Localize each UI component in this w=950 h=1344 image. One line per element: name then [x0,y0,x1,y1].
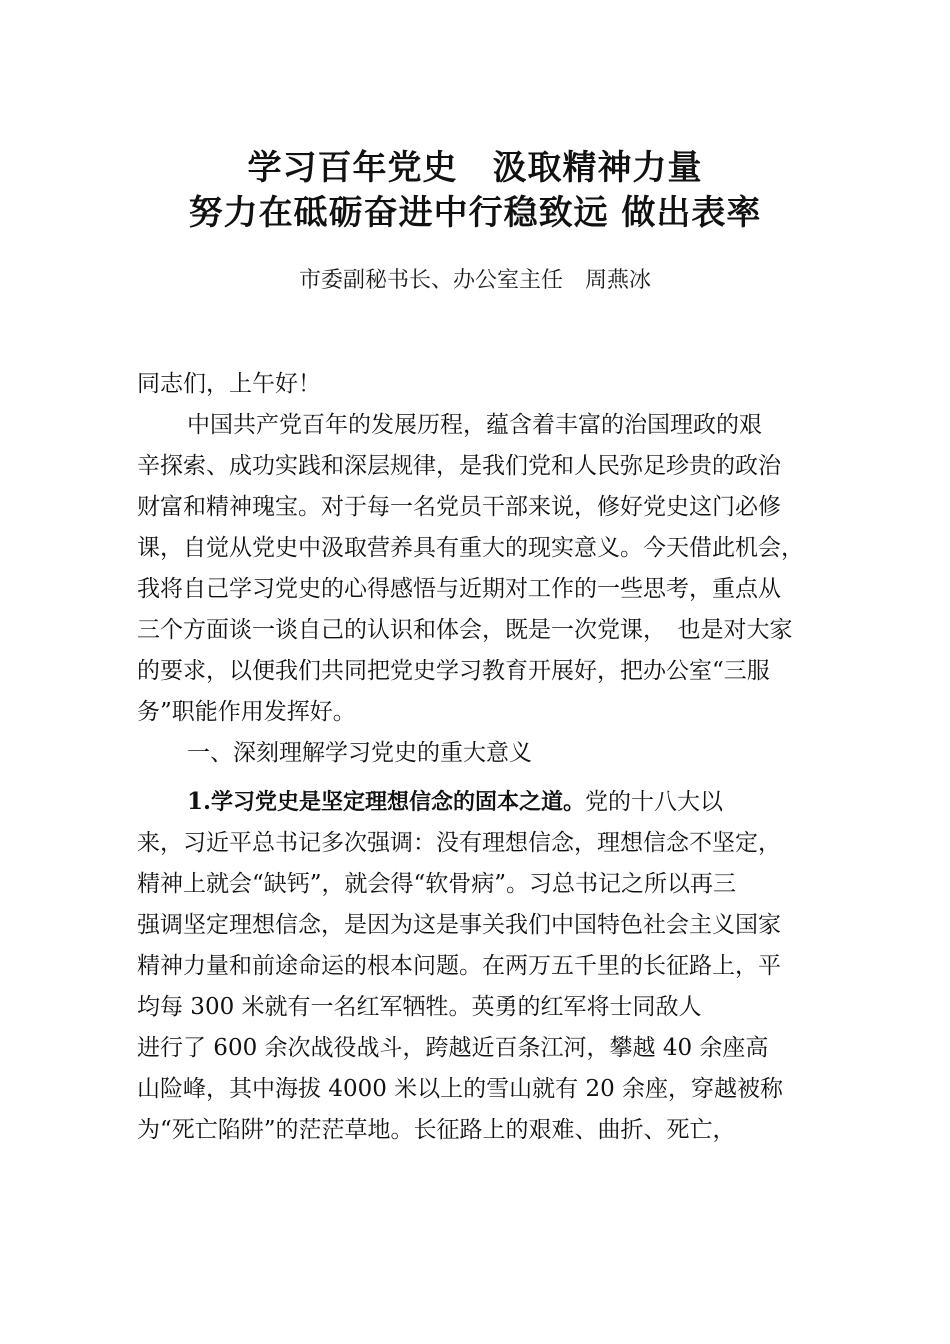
paragraph-line: 精神上就会“缺钙”，就会得“软骨病”。习总书记之所以再三 [137,871,737,897]
section-heading: 一、深刻理解学习党史的重大意义 [187,740,532,766]
paragraph-line: 辛探索、成功实践和深层规律，是我们党和人民弥足珍贵的政治 [137,453,781,479]
document-title-line-1: 学习百年党史 汲取精神力量 [247,148,703,188]
paragraph-line: 精神力量和前途命运的根本问题。在两万五千里的长征路上，平 [137,953,781,979]
paragraph-line: 来，习近平总书记多次强调：没有理想信念，理想信念不坚定， [137,830,781,856]
paragraph-line: 中国共产党百年的发展历程，蕴含着丰富的治国理政的艰 [187,412,762,438]
paragraph-line: 的要求，以便我们共同把党史学习教育开展好，把办公室“三服 [137,658,770,684]
point-first-line-rest: 党的十八大以 [585,789,724,815]
paragraph-line: 财富和精神瑰宝。对于每一名党员干部来说，修好党史这门必修 [137,494,781,520]
paragraph-line: 三个方面谈一谈自己的认识和体会，既是一次党课， 也是对大家 [137,617,793,643]
greeting: 同志们，上午好！ [137,371,321,397]
paragraph-line: 进行了 600 余次战役战斗，跨越近百条江河，攀越 40 余座高 [137,1035,769,1061]
paragraph-line: 课，自觉从党史中汲取营养具有重大的现实意义。今天借此机会， [137,535,804,561]
paragraph-line: 我将自己学习党史的心得感悟与近期对工作的一些思考，重点从 [137,576,781,602]
point-1-first-line [187,787,723,818]
author-byline: 市委副秘书长、办公室主任 周燕冰 [298,268,651,293]
paragraph-line: 为“死亡陷阱”的茫茫草地。长征路上的艰难、曲折、死亡， [137,1117,736,1143]
document-title-line-2: 努力在砥砺奋进中行稳致远 做出表率 [188,193,762,233]
paragraph-line: 山险峰，其中海拔 4000 米以上的雪山就有 20 余座，穿越被称 [137,1076,784,1102]
paragraph-line: 均每 300 米就有一名红军牺牲。英勇的红军将士同敌人 [137,994,702,1020]
point-lead-sentence: 学习党史是坚定理想信念的固本之道。 [211,790,586,815]
paragraph-line: 务”职能作用发挥好。 [137,699,356,725]
paragraph-line: 强调坚定理想信念，是因为这是事关我们中国特色社会主义国家 [137,912,781,938]
point-number: 1. [187,788,212,815]
